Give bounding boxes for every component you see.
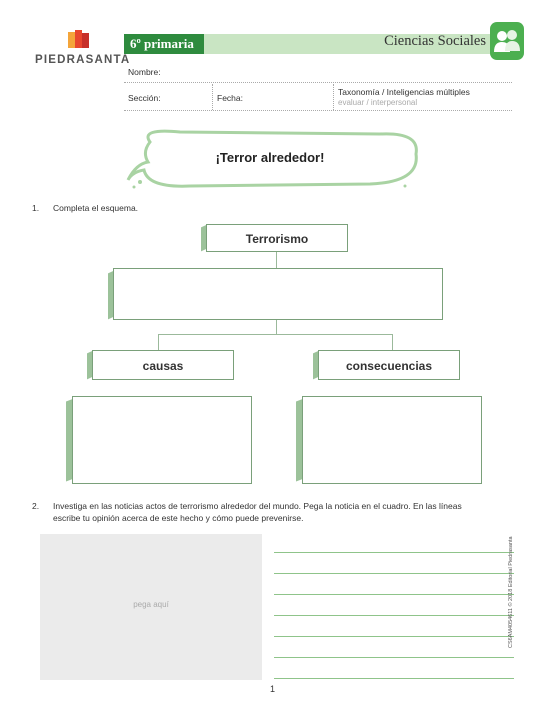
grade-label: 6º primaria [124, 34, 204, 54]
users-icon [490, 22, 524, 60]
question-text-line1: Investiga en las noticias actos de terrorismo alrededor del mundo. Pega la noticia en el cuadro. En las líneas [53, 501, 462, 511]
activity-title: ¡Terror alrededor! [215, 150, 325, 165]
question-number: 1. [32, 203, 40, 213]
question-text: Completa el esquema. [53, 203, 139, 213]
definition-box[interactable] [113, 268, 443, 320]
causes-answer-box[interactable] [72, 396, 252, 484]
topic-label: Taxonomía / Inteligencias múltiples [338, 87, 470, 97]
date-label: Fecha: [217, 93, 243, 103]
question-number: 2. [32, 501, 40, 511]
paste-label: pega aquí [133, 600, 169, 609]
name-label: Nombre: [128, 67, 161, 77]
consequences-answer-box[interactable] [302, 396, 482, 484]
logo-book-icon [66, 30, 92, 52]
writing-line[interactable] [274, 615, 514, 616]
root-label: Terrorismo [245, 232, 309, 246]
causes-label: causas [142, 359, 184, 373]
writing-line[interactable] [274, 657, 514, 658]
question-text-line2: escribe tu opinión acerca de este hecho y cómo puede prevenirse. [53, 513, 304, 523]
consequences-label: consecuencias [345, 359, 433, 373]
publisher-code: CS6AM4054611 © 2018 Editorial Piedrasanta [508, 536, 514, 648]
writing-line[interactable] [274, 573, 514, 574]
name-line [124, 82, 512, 83]
section-label: Sección: [128, 93, 161, 103]
subtopic-label: evaluar / interpersonal [338, 98, 418, 107]
connector-line [392, 334, 393, 350]
connector-line [276, 320, 277, 334]
subject-title: Ciencias Sociales [384, 33, 486, 49]
logo-text: PIEDRASANTA [35, 54, 131, 66]
writing-line[interactable] [274, 636, 514, 637]
connector-line [158, 334, 159, 350]
page-number: 1 [270, 684, 276, 694]
form-divider [212, 84, 213, 110]
section-line [124, 110, 512, 111]
connector-line [158, 334, 393, 335]
form-divider [333, 84, 334, 110]
writing-line[interactable] [274, 594, 514, 595]
writing-line[interactable] [274, 552, 514, 553]
writing-line[interactable] [274, 678, 514, 679]
connector-line [276, 252, 277, 268]
